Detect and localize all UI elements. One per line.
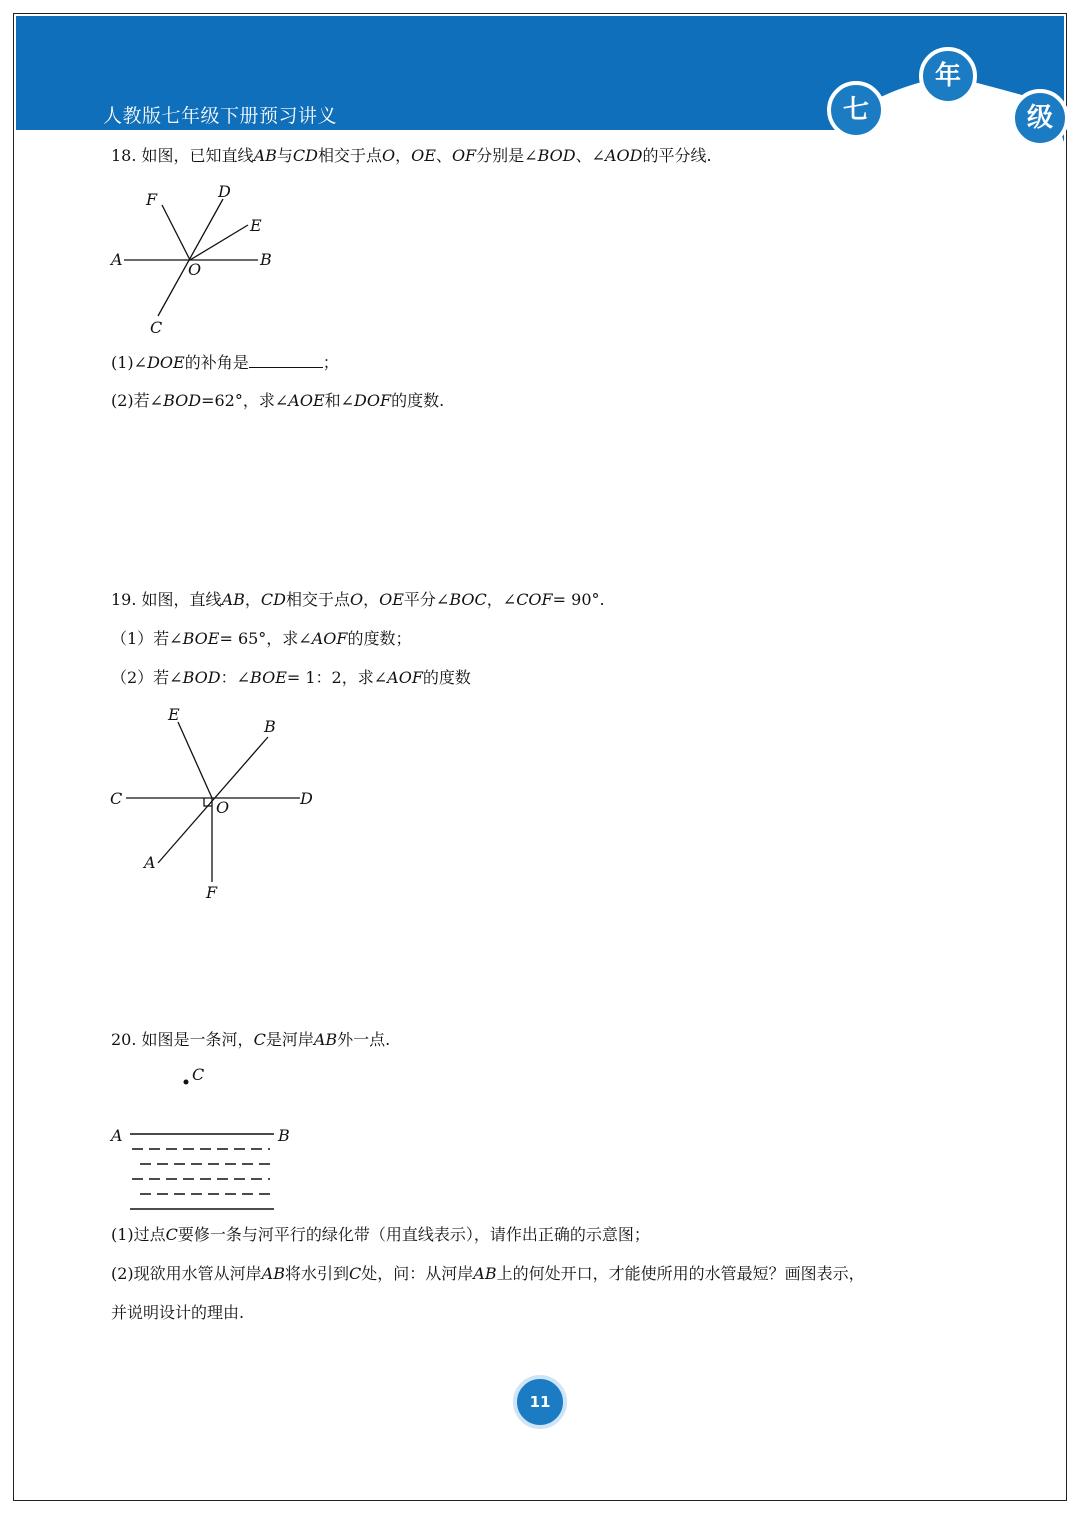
header-band [0, 0, 1080, 160]
grade-char-3: 级 [1026, 103, 1053, 133]
q20-part1: (1)过点C要修一条与河平行的绿化带（用直线表示），请作出正确的示意图； [111, 1225, 650, 1244]
q19-label-f: F [206, 883, 218, 902]
q18-part1: (1)∠DOE的补角是 ； [111, 353, 339, 372]
q18-label-f: F [146, 190, 158, 209]
grade-char-1: 七 [842, 95, 869, 125]
q20-part2: (2)现欲用水管从河岸AB将水引到C处，问：从河岸AB上的何处开口，才能使所用的水管最短？画图表示， [111, 1264, 865, 1283]
q18-label-e: E [250, 216, 262, 235]
q18-label-b: B [260, 250, 272, 269]
q18-label-o: O [188, 260, 202, 279]
q20-label-a: A [111, 1126, 123, 1145]
q18-label-c: C [150, 318, 163, 337]
q19-line-ab [158, 737, 268, 863]
q20-part3: 并说明设计的理由. [111, 1303, 245, 1322]
q19-ray-oe [178, 722, 212, 798]
q18-figure [100, 175, 300, 345]
q18-label-d: D [218, 182, 231, 201]
grade-char-2: 年 [934, 61, 961, 91]
q18-intro: 18. 如图，已知直线AB与CD相交于点O，OE、OF分别是∠BOD、∠AOD的平分线. [111, 146, 712, 165]
q18-part2: (2)若∠BOD=62°，求∠AOE和∠DOF的度数. [111, 391, 445, 410]
q20-label-b: B [278, 1126, 290, 1145]
q19-label-b: B [264, 717, 276, 736]
q19-intro: 19. 如图，直线AB，CD相交于点O，OE平分∠BOC，∠COF= 90°. [111, 590, 605, 609]
page-number: 11 [529, 1393, 551, 1411]
header-title: 人教版七年级下册预习讲义 [103, 105, 338, 127]
q19-label-e: E [168, 705, 180, 724]
q20-intro: 20. 如图是一条河，C是河岸AB外一点. [111, 1030, 391, 1049]
q20-label-c: C [192, 1065, 205, 1084]
q19-label-o: O [216, 798, 230, 817]
q18-label-a: A [111, 250, 123, 269]
q19-label-a: A [144, 853, 156, 872]
q18-ray-of [162, 205, 190, 260]
q19-label-d: D [300, 789, 313, 808]
q19-part1: （1）若∠BOE= 65°，求∠AOF的度数； [111, 629, 412, 648]
q19-label-c: C [110, 789, 123, 808]
answer-blank[interactable] [249, 352, 323, 368]
q20-figure [100, 1058, 320, 1218]
q19-figure [100, 700, 340, 910]
q19-part2: （2）若∠BOD：∠BOE= 1：2，求∠AOF的度数 [111, 668, 471, 687]
q20-point-c [184, 1080, 189, 1085]
